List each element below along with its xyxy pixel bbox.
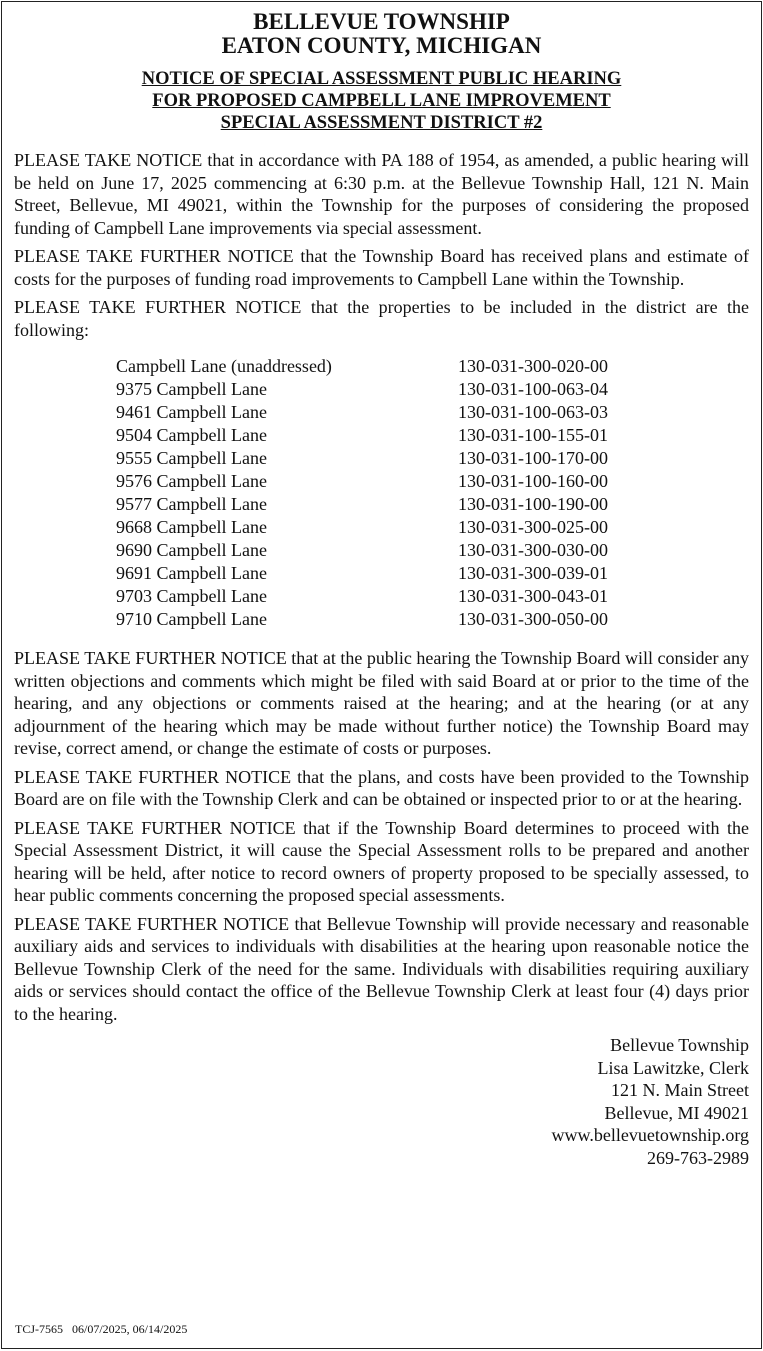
signature-website: www.bellevuetownship.org [551,1125,749,1145]
property-row [14,585,749,608]
property-address: 9555 Campbell Lane [116,448,267,468]
title-line: BELLEVUE TOWNSHIP [253,9,510,34]
property-address: 9710 Campbell Lane [116,609,267,629]
property-address: 9576 Campbell Lane [116,471,267,491]
township-title [14,10,749,58]
property-address: 9703 Campbell Lane [116,586,267,606]
property-address: 9668 Campbell Lane [116,517,267,537]
properties-intro-paragraph: PLEASE TAKE FURTHER NOTICE that the properties to be included in the district are the following: [14,297,749,340]
property-row [14,539,749,562]
parcel-number: 130-031-300-039-01 [458,563,608,583]
parcel-number: 130-031-100-155-01 [458,425,608,445]
parcel-number: 130-031-300-020-00 [458,356,608,376]
property-row [14,355,749,378]
property-address: Campbell Lane (unaddressed) [116,356,332,376]
signature-street: 121 N. Main Street [611,1080,749,1100]
signature-phone: 269-763-2989 [647,1147,749,1168]
assessment-rolls-paragraph: PLEASE TAKE FURTHER NOTICE that if the Township Board determines to proceed with the Special Assessment District, it will cause the Special Assessment rolls to be prepared and another hearing will be held, after notice to record owners of property proposed to be specially assessed, to hear public comments concerning the proposed special assessments. [14,817,749,905]
signature-name: Lisa Lawitzke, Clerk [597,1057,749,1078]
property-row [14,424,749,447]
plans-on-file-paragraph: PLEASE TAKE FURTHER NOTICE that the plans, and costs have been provided to the Township Board are on file with the Township Clerk and can be obtained or inspected prior to or at the hearing. [14,766,749,809]
property-address: 9504 Campbell Lane [116,425,267,445]
property-list [14,355,749,631]
parcel-number: 130-031-100-063-03 [458,402,608,422]
notice-heading [14,68,749,134]
plans-notice-paragraph: PLEASE TAKE FURTHER NOTICE that the Township Board has received plans and estimate of costs for the purposes of funding road improvements to Campbell Lane within the Township. [14,246,749,289]
property-row [14,378,749,401]
parcel-number: 130-031-100-063-04 [458,379,608,399]
title-line: EATON COUNTY, MICHIGAN [221,33,542,58]
property-address: 9461 Campbell Lane [116,402,267,422]
property-address: 9375 Campbell Lane [116,379,267,399]
signature-org: Bellevue Township [610,1035,749,1055]
parcel-number: 130-031-300-030-00 [458,540,608,560]
publication-dates: 06/07/2025, 06/14/2025 [72,1322,188,1336]
property-address: 9690 Campbell Lane [116,540,267,560]
property-address: 9577 Campbell Lane [116,494,267,514]
parcel-number: 130-031-100-170-00 [458,448,608,468]
heading-line: FOR PROPOSED CAMPBELL LANE IMPROVEMENT [152,91,611,111]
signature-city: Bellevue, MI 49021 [604,1102,749,1123]
hearing-notice-paragraph: PLEASE TAKE NOTICE that in accordance with PA 188 of 1954, as amended, a public hearing will be held on June 17, 2025 commencing at 6:30 p.m. at the Bellevue Township Hall, 121 N. Main Street, Bellevue, MI 49021, within the Township for the purposes of considering the proposed funding of Campbell Lane improvements via special assessment. [14,150,749,238]
publication-code: TCJ-7565 [15,1322,63,1336]
heading-line: SPECIAL ASSESSMENT DISTRICT #2 [220,113,543,133]
signature-block [14,1034,749,1169]
publication-footer [15,1322,187,1336]
property-row [14,516,749,539]
parcel-number: 130-031-300-025-00 [458,517,608,537]
property-row [14,447,749,470]
property-row [14,562,749,585]
property-address: 9691 Campbell Lane [116,563,267,583]
parcel-number: 130-031-300-050-00 [458,609,608,629]
property-row [14,493,749,516]
heading-line: NOTICE OF SPECIAL ASSESSMENT PUBLIC HEARING [141,69,622,89]
property-row [14,608,749,631]
accessibility-paragraph: PLEASE TAKE FURTHER NOTICE that Bellevue Township will provide necessary and reasonable auxiliary aids and services to individuals with disabilities at the hearing upon reasonable notice the Bellevue Township Clerk of the need for the same. Individuals with disabilities requiring auxiliary aids or services should contact the office of the Bellevue Township Clerk at least four (4) days prior to the hearing. [14,913,749,1024]
parcel-number: 130-031-100-190-00 [458,494,608,514]
objections-paragraph: PLEASE TAKE FURTHER NOTICE that at the public hearing the Township Board will consider any written objections and comments which might be filed with said Board at or prior to the time of the hearing, and any objections or comments raised at the hearing; and at the hearing (or at any adjournment of the hearing which may be made without further notice) the Township Board may revise, correct amend, or change the estimate of costs or purposes. [14,648,749,758]
parcel-number: 130-031-100-160-00 [458,471,608,491]
property-row [14,401,749,424]
parcel-number: 130-031-300-043-01 [458,586,608,606]
property-row [14,470,749,493]
legal-notice [1,1,762,1349]
